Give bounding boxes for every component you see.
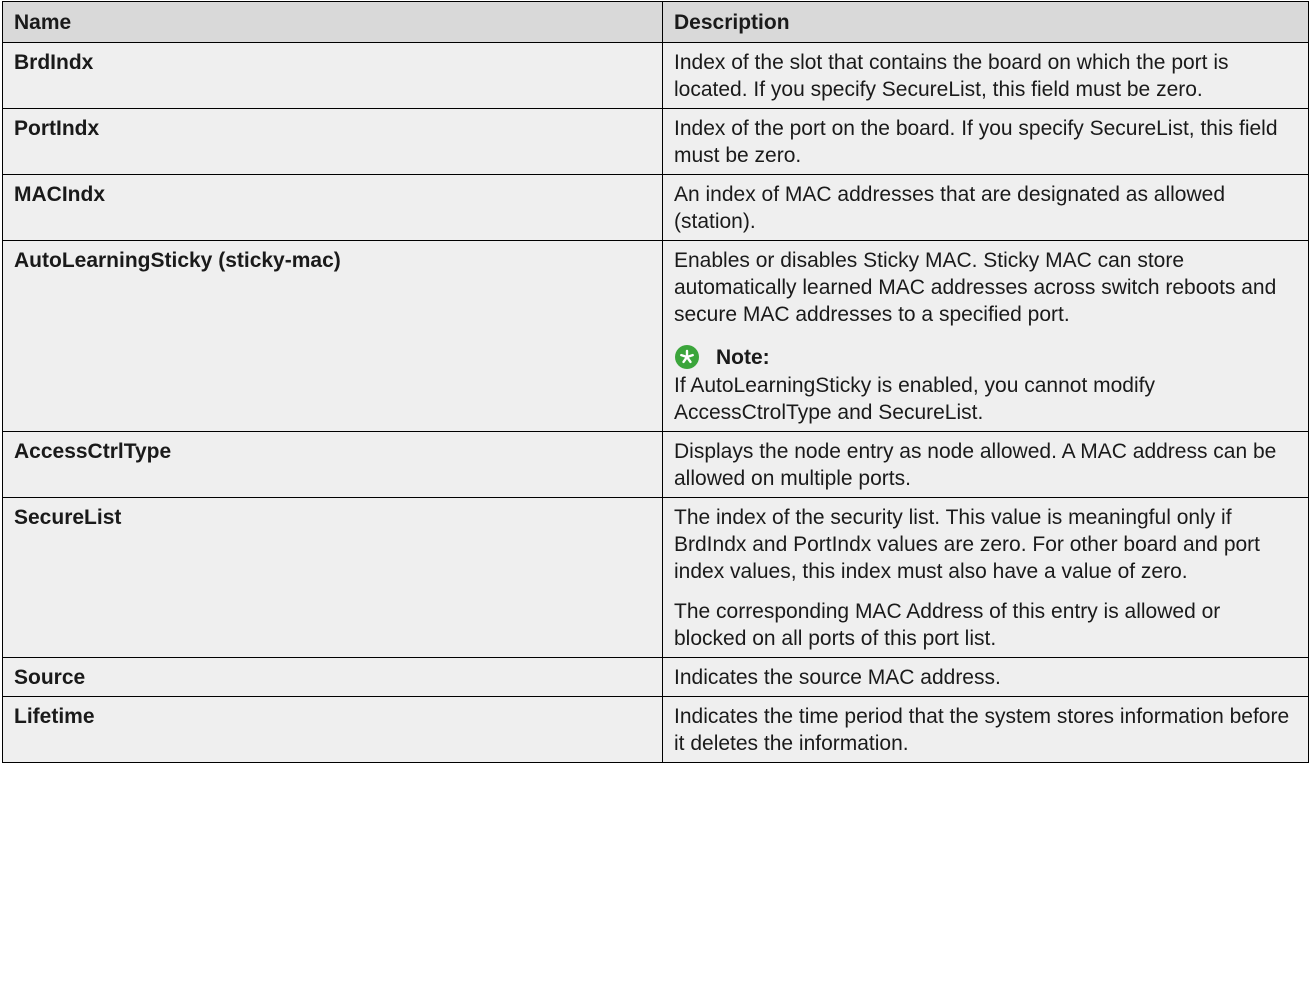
parameter-name: PortIndx [3,109,663,175]
table-row [3,43,1309,109]
parameter-description [663,109,1309,175]
parameter-name: AccessCtrlType [3,432,663,498]
parameter-description [663,697,1309,763]
parameter-name: MACIndx [3,175,663,241]
description-paragraph: The corresponding MAC Address of this entry is allowed or blocked on all ports of this port list. [674,600,1221,650]
parameter-description [663,241,1309,432]
table-row [3,241,1309,432]
column-header-name: Name [3,2,663,43]
parameter-name: AutoLearningSticky (sticky-mac) [3,241,663,432]
parameter-description [663,175,1309,241]
description-paragraph: The index of the security list. This value is meaningful only if BrdIndx and PortIndx values are zero. For other board and port index values, this index must also have a value of zero. [674,506,1261,583]
parameter-name: SecureList [3,498,663,658]
description-paragraph: An index of MAC addresses that are designated as allowed (station). [674,183,1225,233]
note-heading [674,342,1298,372]
note-label: Note: [716,345,770,369]
note-star-icon [675,345,699,369]
column-header-description: Description [663,2,1309,43]
parameter-name: Source [3,658,663,697]
table-row [3,432,1309,498]
parameter-name: Lifetime [3,697,663,763]
description-paragraph: Index of the port on the board. If you specify SecureList, this field must be zero. [674,117,1278,167]
parameter-name: BrdIndx [3,43,663,109]
parameter-description [663,498,1309,658]
note-text: If AutoLearningSticky is enabled, you cannot modify AccessCtrolType and SecureList. [674,374,1155,424]
table-row [3,175,1309,241]
table-row [3,109,1309,175]
parameter-table [2,1,1309,763]
table-header-row [3,2,1309,43]
description-paragraph: Indicates the source MAC address. [674,666,1001,689]
description-paragraph: Displays the node entry as node allowed. A MAC address can be allowed on multiple ports. [674,440,1277,490]
description-paragraph: Indicates the time period that the system stores information before it deletes the information. [674,705,1290,755]
table-row [3,658,1309,697]
parameter-description [663,43,1309,109]
description-paragraph: Enables or disables Sticky MAC. Sticky MAC can store automatically learned MAC addresses across switch reboots and secure MAC addresses to a specified port. [674,249,1277,326]
parameter-description [663,658,1309,697]
table-row [3,697,1309,763]
parameter-description [663,432,1309,498]
table-row [3,498,1309,658]
description-paragraph: Index of the slot that contains the board on which the port is located. If you specify SecureList, this field must be zero. [674,51,1229,101]
